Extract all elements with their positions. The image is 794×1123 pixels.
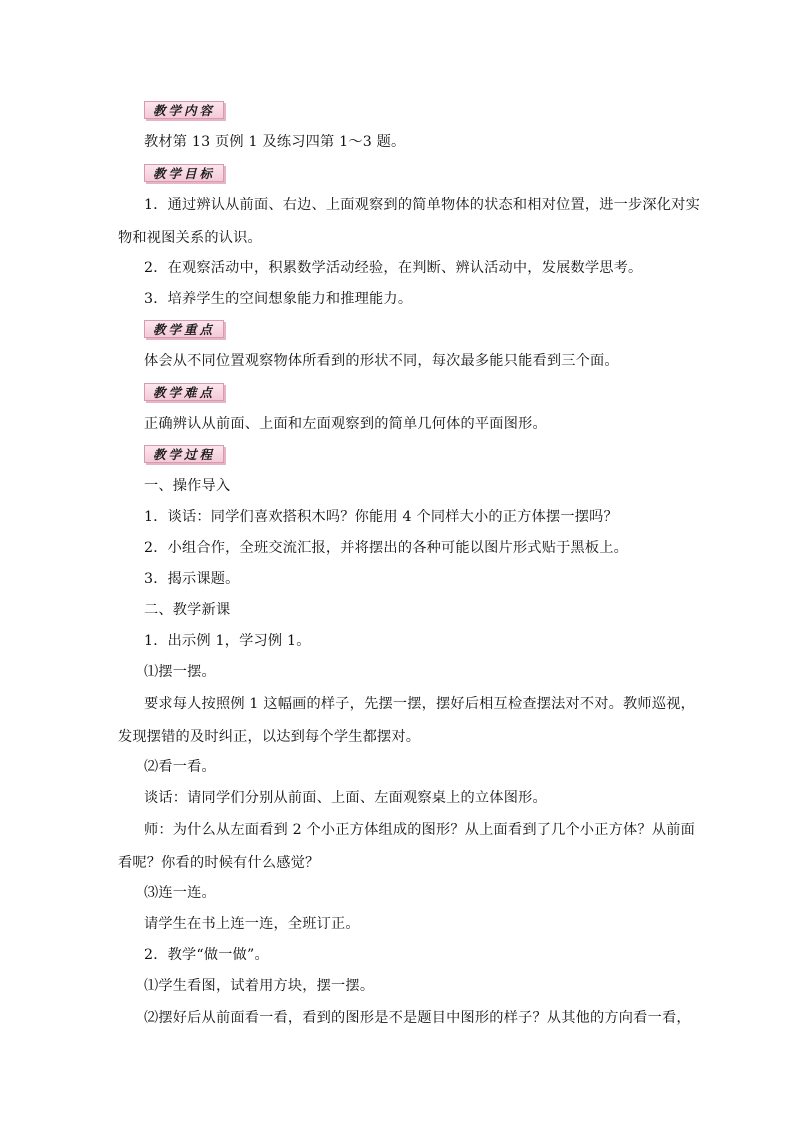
section-heading-label: 教学难点 <box>152 385 215 400</box>
process-line: ⑵摆好后从前面看一看，看到的图形是不是题目中图形的样子？从其他的方向看一看， <box>144 1010 691 1026</box>
goal-item: 3．培养学生的空间想象能力和推理能力。 <box>144 291 413 307</box>
process-line: ⑴学生看图，试着用方块，摆一摆。 <box>144 978 375 994</box>
process-line: 1．谈话：同学们喜欢搭积木吗？你能用 4 个同样大小的正方体摆一摆吗？ <box>144 509 618 525</box>
process-line: 1．出示例 1，学习例 1。 <box>144 633 311 649</box>
process-line: 要求每人按照例 1 这幅画的样子，先摆一摆，摆好后相互检查摆法对不对。教师巡视， <box>144 696 695 712</box>
section-heading-goals <box>144 164 224 182</box>
process-line: ⑴摆一摆。 <box>144 664 216 680</box>
section-heading-process <box>144 445 224 463</box>
section-heading-label: 教学过程 <box>152 447 215 462</box>
section-heading-label: 教学目标 <box>152 166 215 181</box>
process-line: 发现摆错的及时纠正，以达到每个学生都摆对。 <box>118 729 421 745</box>
process-line: ⑶连一连。 <box>144 885 216 901</box>
process-line: 二、教学新课 <box>144 602 231 618</box>
process-line: 一、操作导入 <box>144 478 231 494</box>
process-line: 谈话：请同学们分别从前面、上面、左面观察桌上的立体图形。 <box>144 790 547 806</box>
process-line: 2．小组合作，全班交流汇报，并将摆出的各种可能以图片形式贴于黑板上。 <box>144 540 629 556</box>
section-heading-content <box>144 101 224 119</box>
key-point-text: 体会从不同位置观察物体所看到的形状不同，每次最多能只能看到三个面。 <box>144 353 619 369</box>
process-line: 请学生在书上连一连，全班订正。 <box>144 916 360 932</box>
section-heading-key-point <box>144 320 224 338</box>
process-line: 3．揭示课题。 <box>144 571 240 587</box>
section-heading-difficulty <box>144 383 224 401</box>
goal-item: 物和视图关系的认识。 <box>118 230 262 246</box>
section-heading-label: 教学重点 <box>152 322 215 337</box>
goal-item: 2．在观察活动中，积累数学活动经验，在判断、辨认活动中，发展数学思考。 <box>144 260 643 276</box>
process-line: 看呢？你看的时候有什么感觉？ <box>118 855 320 871</box>
content-text: 教材第 13 页例 1 及练习四第 1～3 题。 <box>144 134 406 150</box>
process-line: ⑵看一看。 <box>144 759 216 775</box>
goal-item: 1．通过辨认从前面、右边、上面观察到的简单物体的状态和相对位置，进一步深化对实 <box>144 197 700 213</box>
section-heading-label: 教学内容 <box>152 103 215 118</box>
difficulty-text: 正确辨认从前面、上面和左面观察到的简单几何体的平面图形。 <box>144 416 547 432</box>
process-line: 2．教学“做一做”。 <box>144 947 269 963</box>
process-line: 师：为什么从左面看到 2 个小正方体组成的图形？从上面看到了几个小正方体？从前面 <box>144 822 695 838</box>
